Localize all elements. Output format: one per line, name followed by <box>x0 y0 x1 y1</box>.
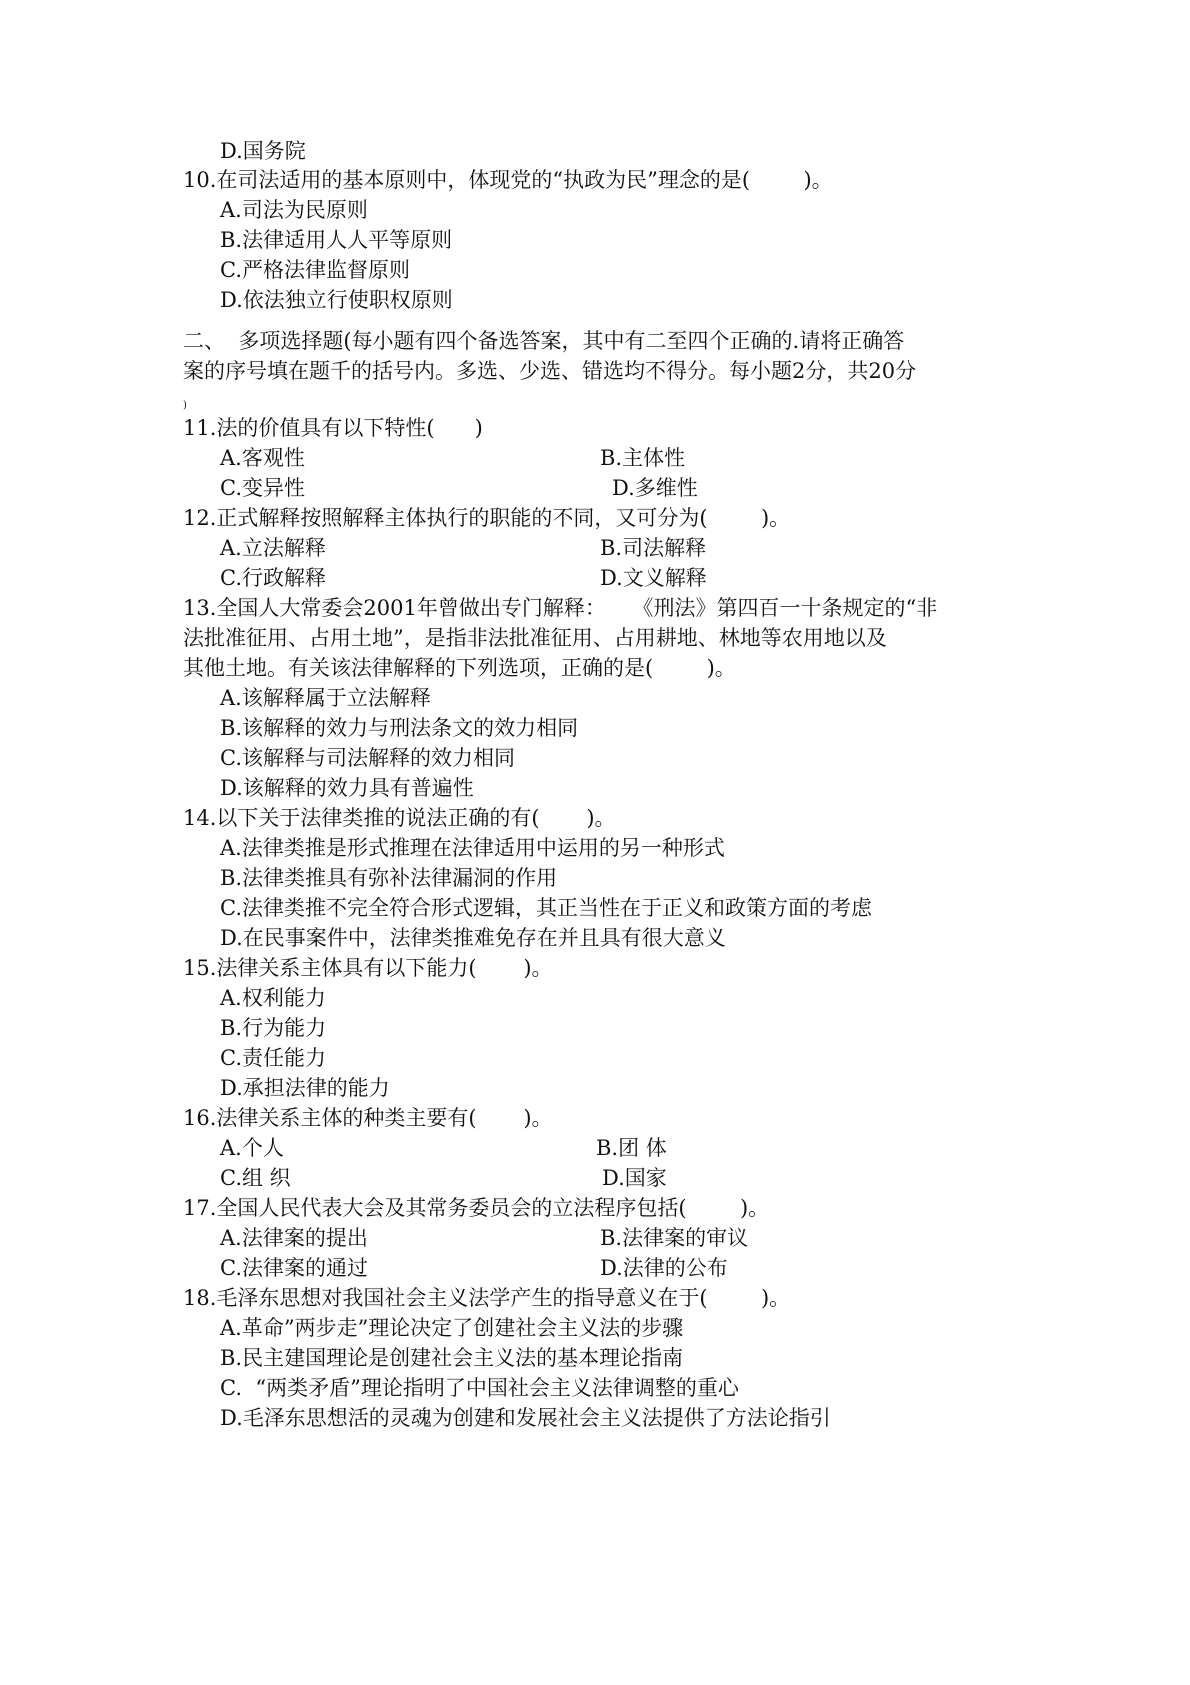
q12-stem: 12.正式解释按照解释主体执行的职能的不同，又可分为( )。 <box>183 506 791 530</box>
q16-option-a: A.个人 <box>220 1136 284 1160</box>
q15-option-b: B.行为能力 <box>220 1016 327 1040</box>
q10-option-c: C.严格法律监督原则 <box>220 258 410 282</box>
q18-option-c: C. “两类矛盾”理论指明了中国社会主义法律调整的重心 <box>220 1376 739 1400</box>
q15-stem: 15.法律关系主体具有以下能力( )。 <box>183 956 553 980</box>
q15-option-d: D.承担法律的能力 <box>220 1076 390 1100</box>
q16-stem: 16.法律关系主体的种类主要有( )。 <box>183 1106 553 1130</box>
q14-stem: 14.以下关于法律类推的说法正确的有( )。 <box>183 806 616 830</box>
q11-option-d: D.多维性 <box>612 476 698 500</box>
q18-stem: 18.毛泽东思想对我国社会主义法学产生的指导意义在于( )。 <box>183 1286 791 1310</box>
q11-option-a: A.客观性 <box>220 446 305 470</box>
q10-stem: 10.在司法适用的基本原则中，体现党的“执政为民”理念的是( )。 <box>183 168 833 192</box>
q12-option-c: C.行政解释 <box>220 566 326 590</box>
q10-option-b: B.法律适用人人平等原则 <box>220 228 453 252</box>
q11-option-c: C.变异性 <box>220 476 305 500</box>
q13-stem-line3: 其他土地。有关该法律解释的下列选项，正确的是( )。 <box>183 656 736 680</box>
q12-option-a: A.立法解释 <box>220 536 326 560</box>
section2-heading-line2: 案的序号填在题千的括号内。多选、少选、错选均不得分。每小题2分，共20分 <box>183 359 917 383</box>
q18-option-b: B.民主建国理论是创建社会主义法的基本理论指南 <box>220 1346 684 1370</box>
q9-option-d: D.国务院 <box>220 139 306 163</box>
q14-option-a: A.法律类推是形式推理在法律适用中运用的另一种形式 <box>220 836 725 860</box>
q15-option-c: C.责任能力 <box>220 1046 326 1070</box>
q17-option-b: B.法律案的审议 <box>600 1226 749 1250</box>
q16-option-d: D.国家 <box>602 1166 667 1190</box>
q14-option-d: D.在民事案件中，法律类推难免存在并且具有很大意义 <box>220 926 726 950</box>
q10-option-a: A.司法为民原则 <box>220 198 368 222</box>
q18-option-d: D.毛泽东思想活的灵魂为创建和发展社会主义法提供了方法论指引 <box>220 1406 831 1430</box>
q17-stem: 17.全国人民代表大会及其常务委员会的立法程序包括( )。 <box>183 1196 770 1220</box>
q13-stem-line1: 13.全国人大常委会2001年曾做出专门解释： 《刑法》第四百一十条规定的“非 <box>183 596 938 620</box>
q13-option-c: C.该解释与司法解释的效力相同 <box>220 746 515 770</box>
q15-option-a: A.权利能力 <box>220 986 326 1010</box>
q16-option-c: C.组 织 <box>220 1166 291 1190</box>
q13-option-b: B.该解释的效力与刑法条文的效力相同 <box>220 716 579 740</box>
q14-option-b: B.法律类推具有弥补法律漏洞的作用 <box>220 866 558 890</box>
q13-stem-line2: 法批准征用、占用土地”，是指非法批准征用、占用耕地、林地等农用地以及 <box>183 626 887 650</box>
q18-option-a: A.革命”两步走”理论决定了创建社会主义法的步骤 <box>220 1316 684 1340</box>
q14-option-c: C.法律类推不完全符合形式逻辑，其正当性在于正义和政策方面的考虑 <box>220 896 872 920</box>
q12-option-d: D.文义解释 <box>600 566 707 590</box>
section2-heading-line3: ) <box>183 400 187 411</box>
section2-heading-line1: 二、 多项选择题(每小题有四个备选答案，其中有二至四个正确的.请将正确答 <box>183 329 905 353</box>
q11-option-b: B.主体性 <box>600 446 686 470</box>
q13-option-d: D.该解释的效力具有普遍性 <box>220 776 474 800</box>
q11-stem: 11.法的价值具有以下特性( ) <box>183 416 483 440</box>
q12-option-b: B.司法解释 <box>600 536 707 560</box>
q17-option-a: A.法律案的提出 <box>220 1226 368 1250</box>
q17-option-d: D.法律的公布 <box>600 1256 728 1280</box>
q10-option-d: D.依法独立行使职权原则 <box>220 288 453 312</box>
q13-option-a: A.该解释属于立法解释 <box>220 686 431 710</box>
q17-option-c: C.法律案的通过 <box>220 1256 368 1280</box>
q16-option-b: B.团 体 <box>596 1136 667 1160</box>
